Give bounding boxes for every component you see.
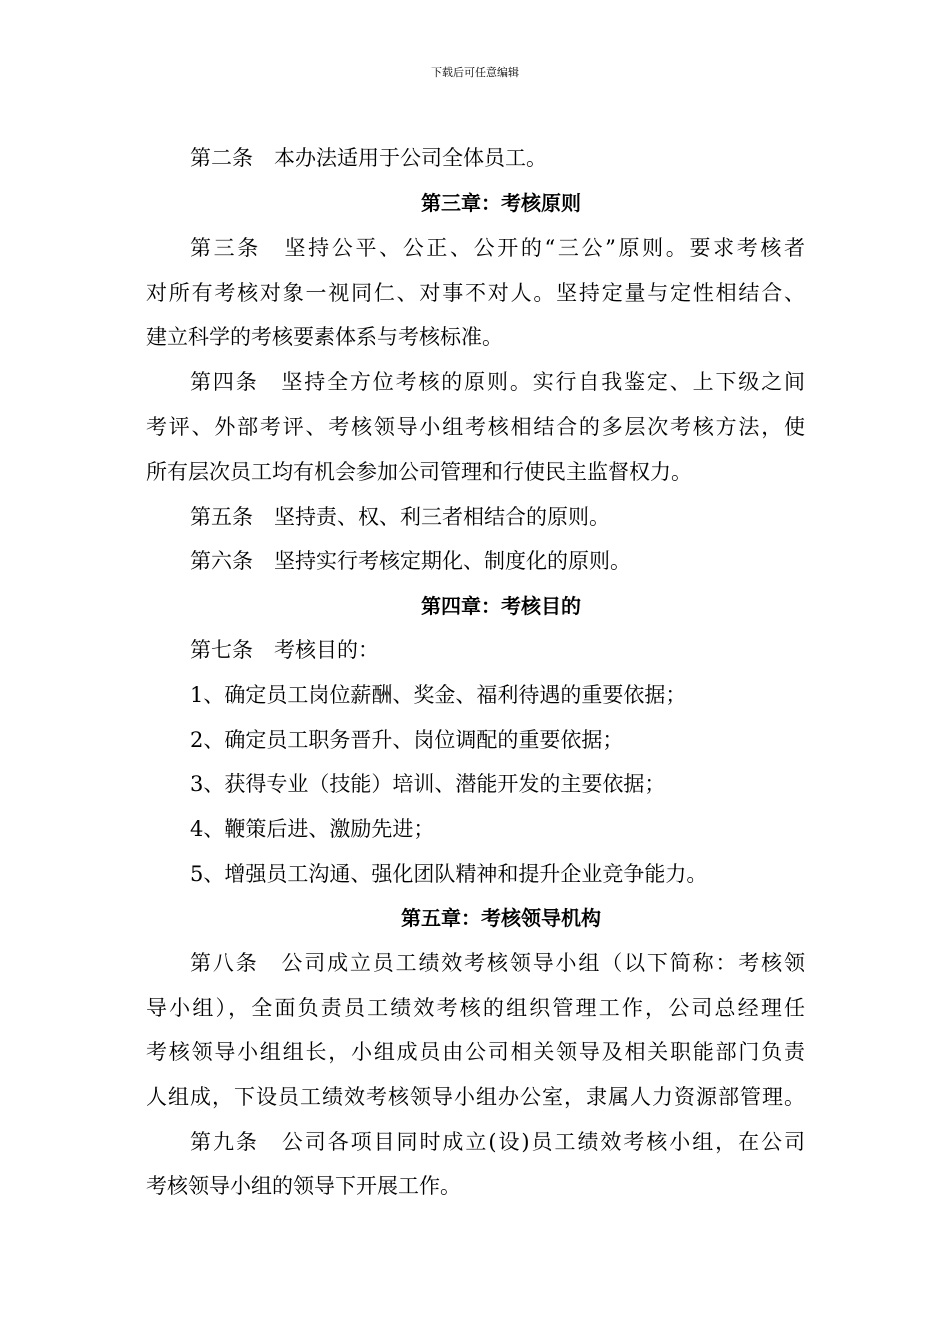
article-8-line-1: 第八条 公司成立员工绩效考核领导小组（以下简称：考核领: [190, 951, 805, 975]
article-8-line-2: 导小组），全面负责员工绩效考核的组织管理工作，公司总经理任: [146, 996, 805, 1020]
chapter-5-title: 第五章：考核领导机构: [401, 906, 601, 930]
purpose-item-5: 5、增强员工沟通、强化团队精神和提升企业竞争能力。: [190, 862, 708, 886]
article-3-line-1: 第三条 坚持公平、公正、公开的“三公”原则。要求考核者: [190, 236, 805, 260]
purpose-item-3: 3、获得专业（技能）培训、潜能开发的主要依据；: [190, 772, 666, 796]
article-4-line-3: 所有层次员工均有机会参加公司管理和行使民主监督权力。: [146, 460, 692, 484]
purpose-item-4: 4、鞭策后进、激励先进；: [190, 817, 435, 841]
article-3-line-2: 对所有考核对象一视同仁、对事不对人。坚持定量与定性相结合、: [146, 281, 805, 305]
article-4-line-1: 第四条 坚持全方位考核的原则。实行自我鉴定、上下级之间: [190, 370, 805, 394]
chapter-4-title: 第四章：考核目的: [421, 594, 581, 618]
article-2-line-1: 第二条 本办法适用于公司全体员工。: [190, 146, 547, 170]
purpose-item-2: 2、确定员工职务晋升、岗位调配的重要依据；: [190, 728, 624, 752]
article-6-line-1: 第六条 坚持实行考核定期化、制度化的原则。: [190, 549, 631, 573]
article-3-line-3: 建立科学的考核要素体系与考核标准。: [146, 325, 503, 349]
chapter-3-title: 第三章：考核原则: [421, 191, 581, 215]
purpose-item-1: 1、确定员工岗位薪酬、奖金、福利待遇的重要依据；: [190, 683, 687, 707]
article-8-line-4: 人组成，下设员工绩效考核领导小组办公室，隶属人力资源部管理。: [146, 1085, 805, 1109]
page-header-note: 下载后可任意编辑: [431, 66, 519, 79]
article-8-line-3: 考核领导小组组长，小组成员由公司相关领导及相关职能部门负责: [146, 1040, 805, 1064]
article-4-line-2: 考评、外部考评、考核领导小组考核相结合的多层次考核方法，使: [146, 415, 805, 439]
article-7-line-1: 第七条 考核目的：: [190, 638, 379, 662]
article-9-line-1: 第九条 公司各项目同时成立(设)员工绩效考核小组，在公司: [190, 1130, 805, 1154]
article-5-line-1: 第五条 坚持责、权、利三者相结合的原则。: [190, 505, 610, 529]
article-9-line-2: 考核领导小组的领导下开展工作。: [146, 1174, 461, 1198]
